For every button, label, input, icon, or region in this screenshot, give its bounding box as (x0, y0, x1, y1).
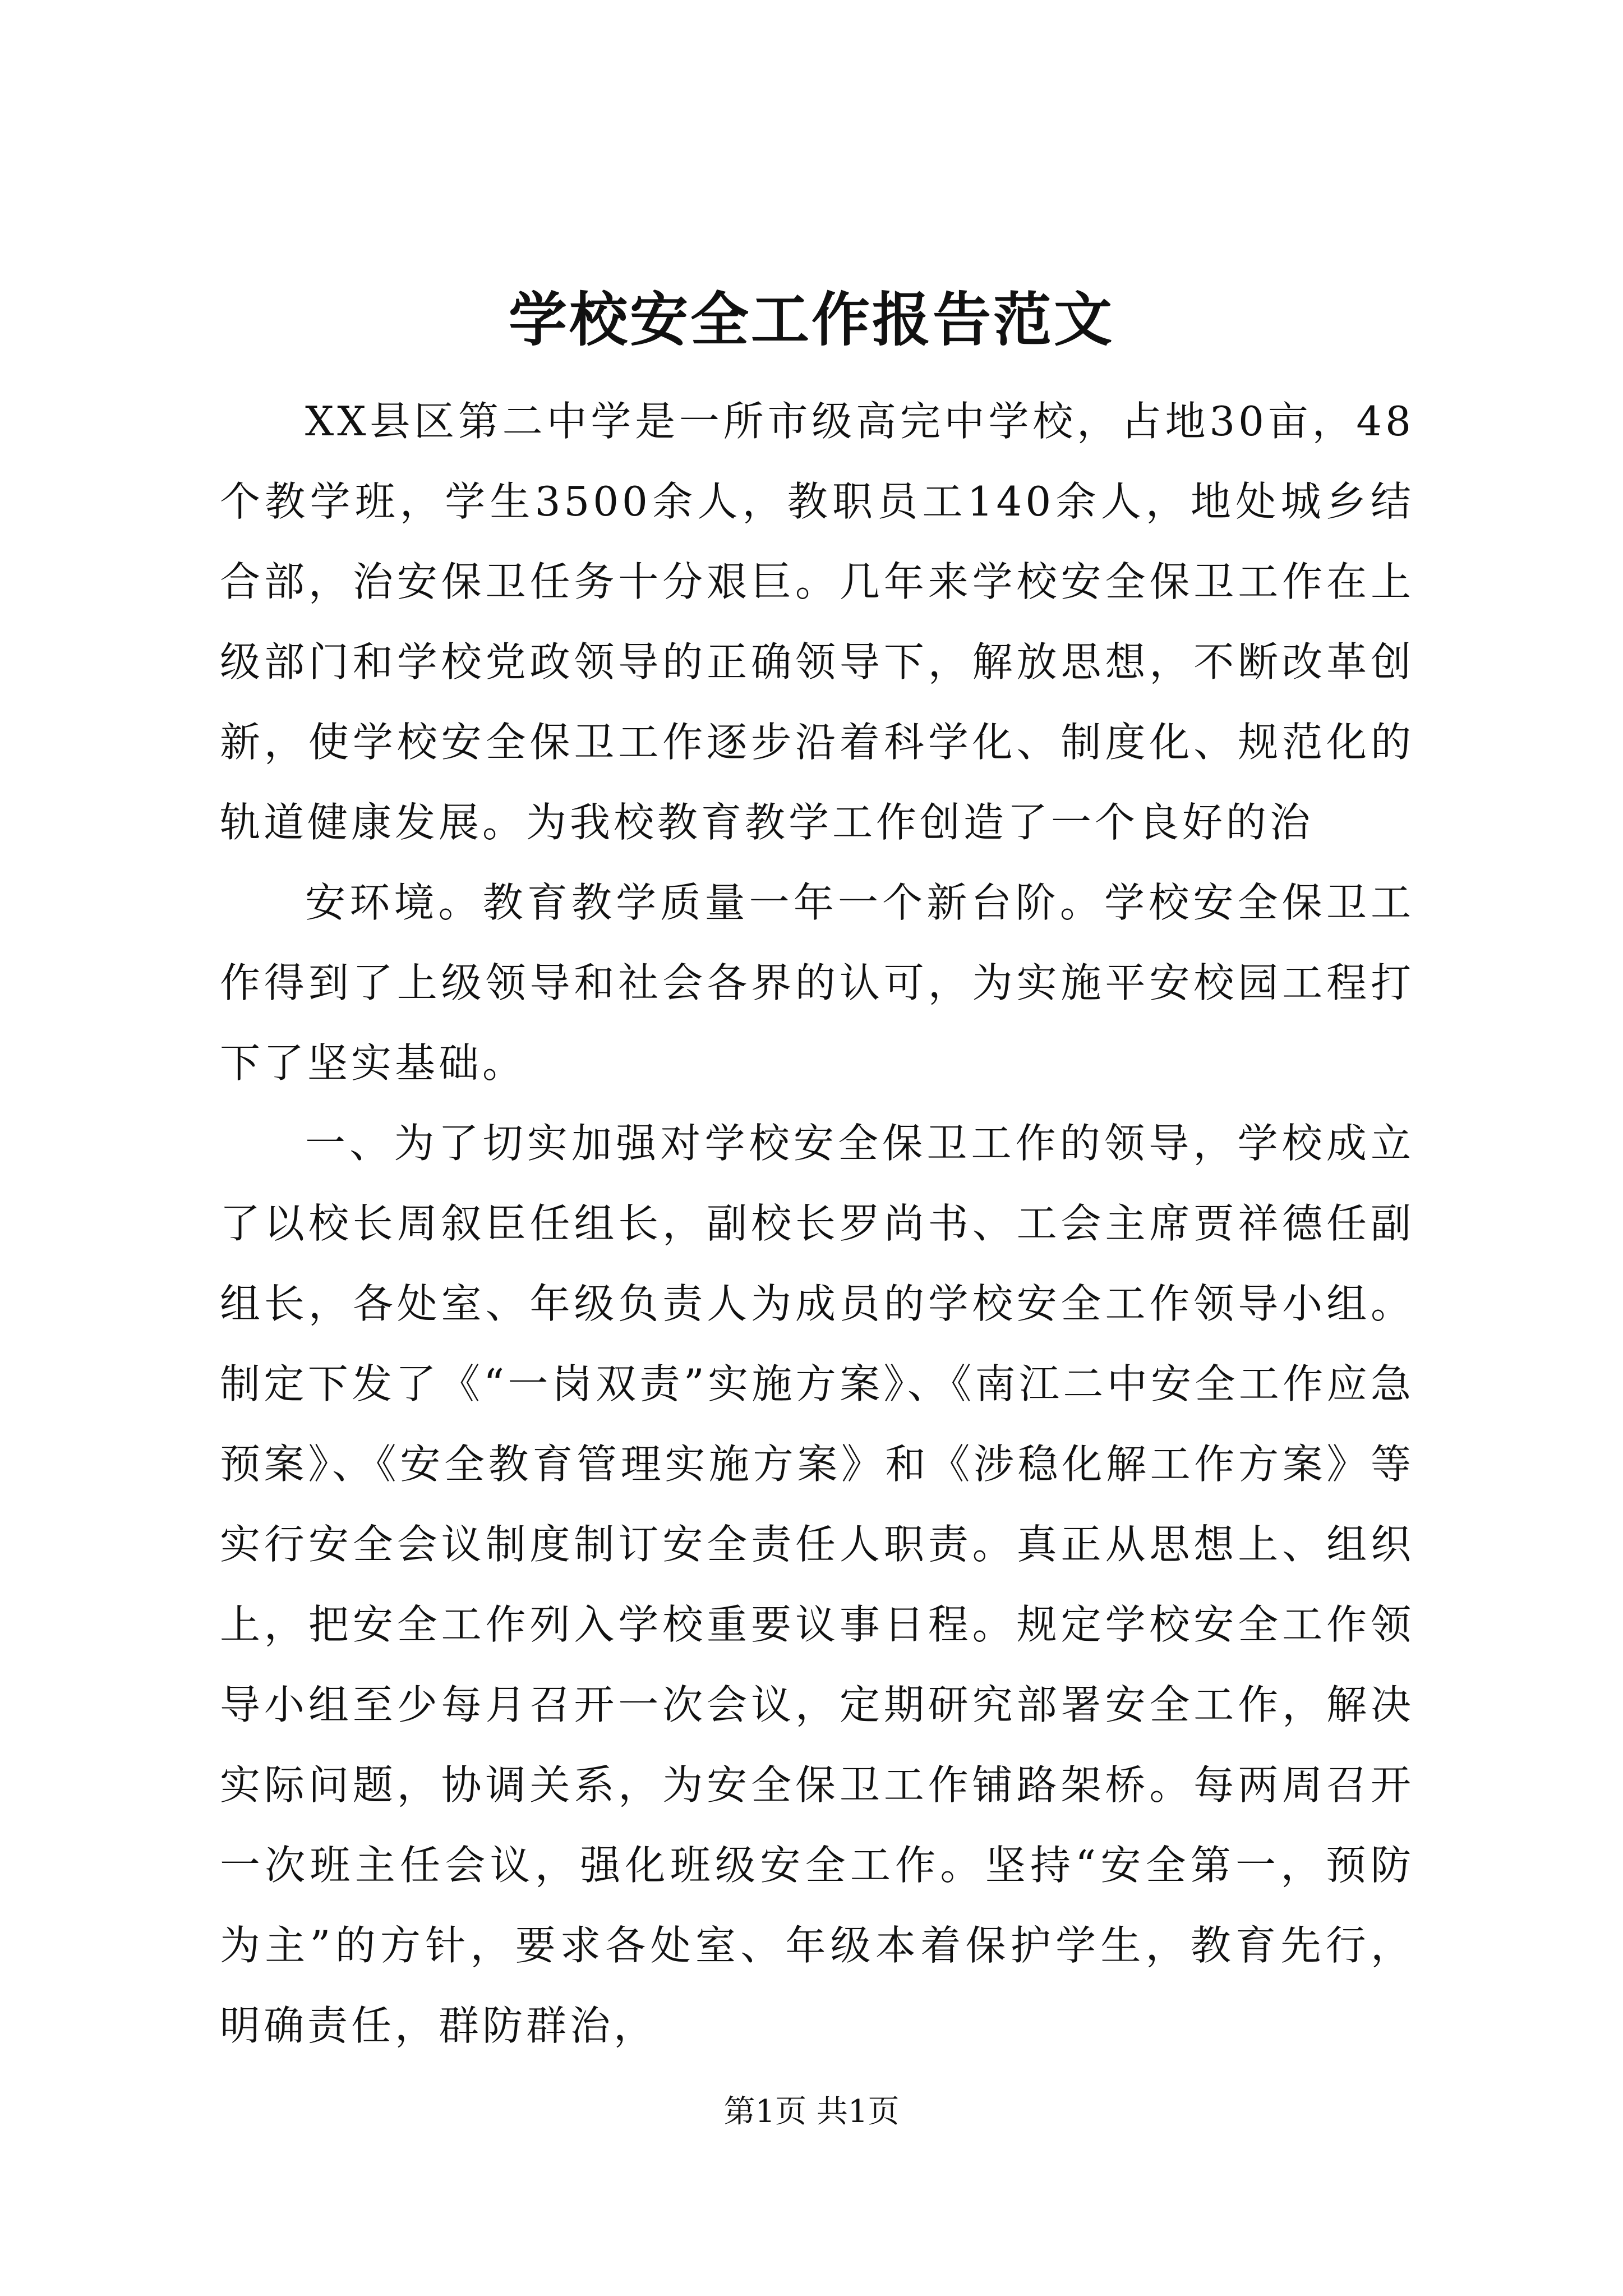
paragraph: 安环境。教育教学质量一年一个新台阶。学校安全保卫工作得到了上级领导和社会各界的认可，为实施平安校园工程打下了坚实基础。 (220, 879, 1414, 1087)
paragraph: 一、为了切实加强对学校安全保卫工作的领导，学校成立了以校长周叙臣任组长，副校长罗尚书、工会主席贾祥德任副组长，各处室、年级负责人为成员的学校安全工作领导小组。制定下发了《“一岗双责”实施方案》、《南江二中安全工作应急预案》、《安全教育管理实施方案》和《涉稳化解工作方案》等实行安全会议制度制订安全责任人职责。真正从思想上、组织上，把安全工作列入学校重要议事日程。规定学校安全工作领导小组至少每月召开一次会议，定期研究部署安全工作，解决实际问题，协调关系，为安全保卫工作铺路架桥。每两周召开一次班主任会议，强化班级安全工作。坚持“安全第一，预防为主”的方针，要求各处室、年级本着保护学生，教育先行，明确责任，群防群治， (220, 1120, 1414, 2049)
document-body (220, 381, 1414, 2066)
document-title: 学校安全工作报告范文 (508, 285, 1114, 354)
paragraph: XX县区第二中学是一所市级高完中学校，占地30亩，48个教学班，学生3500余人，教职员工140余人，地处城乡结合部，治安保卫任务十分艰巨。几年来学校安全保卫工作在上级部门和学校党政领导的正确领导下，解放思想，不断改革创新，使学校安全保卫工作逐步沿着科学化、制度化、规范化的轨道健康发展。为我校教育教学工作创造了一个良好的治 (220, 398, 1414, 846)
page-footer: 第1页 共1页 (723, 2093, 900, 2130)
